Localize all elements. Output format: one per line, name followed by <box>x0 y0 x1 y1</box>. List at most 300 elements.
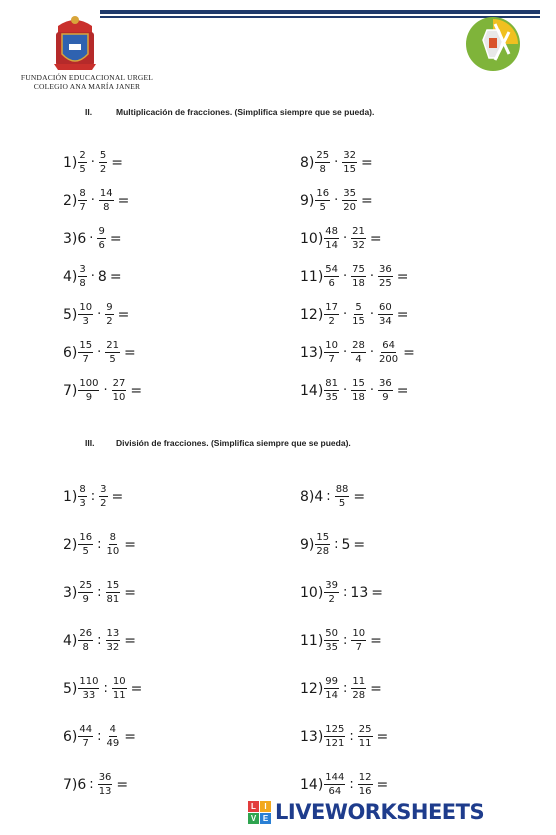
logo-letter: E <box>260 813 271 824</box>
denominator: 81 <box>106 594 120 605</box>
equals-sign: = <box>109 230 122 247</box>
operator-sign: · <box>369 383 375 398</box>
liveworksheets-text: LIVEWORKSHEETS <box>275 800 485 824</box>
section-3-number: III. <box>85 438 95 448</box>
numerator: 81 <box>325 378 339 389</box>
equals-sign: = <box>396 268 409 285</box>
fraction <box>105 302 113 327</box>
whole-number: 8 <box>97 268 107 285</box>
equals-sign: = <box>130 680 143 697</box>
numerator: 100 <box>79 378 99 389</box>
denominator: 35 <box>325 392 339 403</box>
numerator: 36 <box>379 378 392 389</box>
problem-item <box>300 724 388 749</box>
problem-number: 11) <box>300 632 324 649</box>
fraction <box>335 484 350 509</box>
problem-number: 1) <box>63 488 78 505</box>
equals-sign: = <box>117 192 130 209</box>
equals-sign: = <box>396 306 409 323</box>
denominator: 28 <box>316 546 330 557</box>
denominator: 4 <box>355 354 362 365</box>
operator-sign: · <box>369 307 375 322</box>
problem-item <box>300 264 409 289</box>
problem-item <box>63 340 136 365</box>
operator-sign: : <box>349 777 354 792</box>
numerator: 60 <box>379 302 392 313</box>
numerator: 2 <box>79 150 86 161</box>
denominator: 25 <box>379 278 392 289</box>
equals-sign: = <box>403 344 415 361</box>
fraction <box>78 340 93 365</box>
numerator: 54 <box>325 264 339 275</box>
problem-number: 6) <box>63 344 78 361</box>
numerator: 15 <box>316 532 330 543</box>
denominator: 8 <box>319 164 326 175</box>
fraction <box>99 188 114 213</box>
operator-sign: · <box>97 307 102 322</box>
fraction <box>78 378 99 403</box>
whole-number: 13 <box>350 584 369 601</box>
problem-item <box>63 628 136 653</box>
denominator: 2 <box>100 498 107 509</box>
fraction <box>351 340 366 365</box>
equals-sign: = <box>116 776 129 793</box>
operator-sign: · <box>90 269 95 284</box>
denominator: 7 <box>328 354 335 365</box>
operator-sign: : <box>343 681 348 696</box>
denominator: 9 <box>82 594 89 605</box>
liveworksheets-watermark <box>248 797 484 827</box>
problem-item <box>63 532 136 557</box>
denominator: 9 <box>382 392 389 403</box>
problem-item <box>300 772 388 797</box>
problem-number: 10) <box>300 230 324 247</box>
denominator: 20 <box>343 202 356 213</box>
numerator: 28 <box>352 340 365 351</box>
denominator: 7 <box>79 202 86 213</box>
problem-item <box>300 484 365 509</box>
denominator: 8 <box>82 642 89 653</box>
denominator: 5 <box>109 354 116 365</box>
problem-item <box>63 580 136 605</box>
operator-sign: · <box>334 193 339 208</box>
problem-item <box>300 150 373 175</box>
problem-number: 2) <box>63 536 78 553</box>
numerator: 50 <box>325 628 339 639</box>
fraction <box>358 724 373 749</box>
numerator: 12 <box>358 772 372 783</box>
problem-number: 9) <box>300 192 315 209</box>
equals-sign: = <box>369 230 382 247</box>
fraction <box>324 628 339 653</box>
denominator: 5 <box>79 164 86 175</box>
fraction <box>106 580 121 605</box>
section-2-title: Multiplicación de fracciones. (Simplifica siempre que se pueda). <box>116 107 375 117</box>
numerator: 10 <box>112 676 126 687</box>
fraction <box>351 628 366 653</box>
numerator: 16 <box>316 188 330 199</box>
equals-sign: = <box>123 344 136 361</box>
denominator: 11 <box>112 690 126 701</box>
problem-number: 9) <box>300 536 315 553</box>
denominator: 10 <box>106 546 120 557</box>
fraction <box>78 302 93 327</box>
fraction <box>78 676 99 701</box>
operator-sign: : <box>349 729 354 744</box>
denominator: 3 <box>82 316 89 327</box>
problem-item <box>63 484 123 509</box>
problem-item <box>300 302 409 327</box>
problem-item <box>63 150 123 175</box>
equals-sign: = <box>360 192 373 209</box>
fraction <box>378 340 399 365</box>
operator-sign: : <box>103 681 108 696</box>
denominator: 8 <box>79 278 86 289</box>
problem-item <box>63 724 136 749</box>
denominator: 35 <box>325 642 339 653</box>
fraction <box>351 378 366 403</box>
fraction <box>315 188 330 213</box>
denominator: 13 <box>98 786 112 797</box>
operator-sign: · <box>343 231 348 246</box>
problem-number: 7) <box>63 382 78 399</box>
fraction <box>342 188 357 213</box>
operator-sign: · <box>103 383 108 398</box>
fraction <box>351 302 366 327</box>
equals-sign: = <box>370 632 382 649</box>
numerator: 25 <box>358 724 372 735</box>
denominator: 32 <box>106 642 120 653</box>
fraction <box>78 532 93 557</box>
problem-number: 8) <box>300 488 315 505</box>
operator-sign: : <box>97 585 102 600</box>
problem-item <box>300 532 365 557</box>
fraction <box>105 340 120 365</box>
equals-sign: = <box>396 382 409 399</box>
fraction <box>106 628 121 653</box>
operator-sign: : <box>343 633 348 648</box>
equals-sign: = <box>353 488 366 505</box>
denominator: 5 <box>82 546 89 557</box>
problem-item <box>63 302 129 327</box>
whole-number: 5 <box>341 536 351 553</box>
operator-sign: · <box>343 307 348 322</box>
problem-number: 7) <box>63 776 78 793</box>
operator-sign: : <box>89 777 94 792</box>
numerator: 3 <box>100 484 107 495</box>
problem-number: 14) <box>300 382 324 399</box>
fraction <box>351 226 366 251</box>
operator-sign: : <box>90 489 96 504</box>
denominator: 5 <box>319 202 326 213</box>
logo-letter: L <box>248 801 259 812</box>
fraction <box>98 772 113 797</box>
numerator: 4 <box>109 724 117 735</box>
fraction <box>358 772 373 797</box>
fraction <box>78 724 93 749</box>
fraction <box>324 378 339 403</box>
denominator: 34 <box>379 316 392 327</box>
numerator: 75 <box>352 264 365 275</box>
denominator: 11 <box>358 738 372 749</box>
operator-sign: · <box>343 345 348 360</box>
numerator: 15 <box>352 378 365 389</box>
numerator: 21 <box>106 340 119 351</box>
whole-number: 6 <box>77 776 87 793</box>
problem-item <box>300 378 409 403</box>
fraction <box>324 340 339 365</box>
numerator: 99 <box>325 676 339 687</box>
equals-sign: = <box>371 584 383 601</box>
numerator: 36 <box>98 772 112 783</box>
numerator: 9 <box>98 226 105 237</box>
numerator: 25 <box>79 580 93 591</box>
fraction <box>78 188 86 213</box>
denominator: 5 <box>338 498 346 509</box>
problem-number: 11) <box>300 268 324 285</box>
numerator: 44 <box>79 724 93 735</box>
problem-item <box>63 226 122 251</box>
operator-sign: · <box>343 383 348 398</box>
problem-number: 5) <box>63 306 78 323</box>
operator-sign: · <box>97 345 102 360</box>
numerator: 13 <box>106 628 120 639</box>
denominator: 32 <box>352 240 365 251</box>
fraction <box>378 378 393 403</box>
org-name-line1: FUNDACIÓN EDUCACIONAL URGEL <box>20 73 154 82</box>
numerator: 8 <box>79 188 86 199</box>
denominator: 18 <box>352 392 365 403</box>
fraction <box>324 772 345 797</box>
numerator: 36 <box>379 264 392 275</box>
fraction <box>78 484 86 509</box>
problem-number: 2) <box>63 192 78 209</box>
operator-sign: : <box>326 489 331 504</box>
problem-item <box>63 676 142 701</box>
operator-sign: · <box>334 155 339 170</box>
numerator: 5 <box>99 150 107 161</box>
fraction <box>78 628 93 653</box>
denominator: 3 <box>79 498 86 509</box>
numerator: 64 <box>382 340 395 351</box>
section-2-number: II. <box>85 107 93 117</box>
fraction <box>324 676 339 701</box>
problem-item <box>63 188 129 213</box>
problem-number: 3) <box>63 230 78 247</box>
denominator: 7 <box>82 738 89 749</box>
operator-sign: : <box>343 585 348 600</box>
problem-item <box>300 580 383 605</box>
fraction <box>324 264 339 289</box>
fraction <box>351 264 366 289</box>
problem-number: 4) <box>63 268 78 285</box>
fraction <box>112 378 127 403</box>
liveworksheets-logo-icon <box>248 801 271 824</box>
fraction <box>99 484 107 509</box>
numerator: 8 <box>109 532 117 543</box>
equals-sign: = <box>130 382 143 399</box>
denominator: 7 <box>82 354 89 365</box>
operator-sign: · <box>343 269 348 284</box>
logo-letter: V <box>248 813 259 824</box>
fraction <box>112 676 127 701</box>
operator-sign: · <box>90 193 95 208</box>
fraction <box>315 150 330 175</box>
equals-sign: = <box>117 306 130 323</box>
problem-item <box>300 628 382 653</box>
equals-sign: = <box>124 536 136 553</box>
problem-item <box>300 226 382 251</box>
numerator: 27 <box>112 378 126 389</box>
numerator: 15 <box>79 340 93 351</box>
org-name-line2: COLEGIO ANA MARÍA JANER <box>33 82 141 91</box>
numerator: 144 <box>325 772 345 783</box>
numerator: 21 <box>352 226 365 237</box>
problem-number: 6) <box>63 728 78 745</box>
problem-number: 12) <box>300 680 324 697</box>
problem-number: 13) <box>300 728 324 745</box>
fraction <box>324 724 345 749</box>
fraction <box>78 264 86 289</box>
operator-sign: : <box>97 537 102 552</box>
fraction <box>378 264 393 289</box>
equals-sign: = <box>124 584 136 601</box>
whole-number: 4 <box>314 488 324 505</box>
problem-item <box>63 378 142 403</box>
problem-item <box>300 340 415 365</box>
operator-sign: : <box>97 633 102 648</box>
operator-sign: : <box>334 537 339 552</box>
numerator: 11 <box>352 676 366 687</box>
equals-sign: = <box>376 728 389 745</box>
numerator: 25 <box>316 150 330 161</box>
denominator: 8 <box>103 202 110 213</box>
problem-number: 12) <box>300 306 324 323</box>
problem-number: 8) <box>300 154 315 171</box>
denominator: 18 <box>352 278 365 289</box>
equals-sign: = <box>109 268 122 285</box>
denominator: 15 <box>352 316 365 327</box>
school-emblem-icon <box>465 16 521 72</box>
denominator: 2 <box>106 316 113 327</box>
denominator: 49 <box>106 738 120 749</box>
numerator: 15 <box>106 580 120 591</box>
equals-sign: = <box>111 154 123 171</box>
fraction <box>378 302 393 327</box>
school-crest-icon <box>52 12 98 72</box>
denominator: 28 <box>352 690 366 701</box>
whole-number: 6 <box>77 230 87 247</box>
numerator: 3 <box>79 264 86 275</box>
operator-sign: · <box>369 345 375 360</box>
section-3-title: División de fracciones. (Simplifica siempre que se pueda). <box>116 438 351 448</box>
numerator: 16 <box>79 532 93 543</box>
fraction <box>78 580 93 605</box>
numerator: 32 <box>343 150 356 161</box>
problem-item <box>63 264 122 289</box>
denominator: 2 <box>328 316 335 327</box>
problem-number: 13) <box>300 344 324 361</box>
fraction <box>324 302 339 327</box>
denominator: 15 <box>343 164 356 175</box>
numerator: 17 <box>325 302 339 313</box>
denominator: 33 <box>82 690 96 701</box>
fraction <box>97 226 105 251</box>
equals-sign: = <box>124 632 136 649</box>
fraction <box>78 150 86 175</box>
fraction <box>106 724 121 749</box>
fraction <box>315 532 330 557</box>
denominator: 9 <box>85 392 93 403</box>
equals-sign: = <box>353 536 366 553</box>
denominator: 6 <box>328 278 335 289</box>
problem-number: 10) <box>300 584 324 601</box>
denominator: 10 <box>112 392 126 403</box>
denominator: 200 <box>379 354 399 365</box>
equals-sign: = <box>376 776 389 793</box>
numerator: 35 <box>343 188 356 199</box>
problem-item <box>63 772 128 797</box>
problem-number: 4) <box>63 632 78 649</box>
denominator: 16 <box>358 786 372 797</box>
fraction <box>342 150 357 175</box>
operator-sign: · <box>89 231 94 246</box>
numerator: 48 <box>325 226 339 237</box>
problem-number: 1) <box>63 154 78 171</box>
numerator: 8 <box>79 484 86 495</box>
header-rule-thick <box>100 10 540 14</box>
denominator: 64 <box>328 786 342 797</box>
fraction <box>99 150 107 175</box>
fraction <box>324 226 339 251</box>
operator-sign: · <box>369 269 375 284</box>
numerator: 125 <box>325 724 345 735</box>
problem-item <box>300 676 382 701</box>
numerator: 14 <box>99 188 113 199</box>
numerator: 10 <box>325 340 339 351</box>
numerator: 26 <box>79 628 93 639</box>
problem-item <box>300 188 373 213</box>
equals-sign: = <box>370 680 382 697</box>
operator-sign: · <box>90 155 95 170</box>
fraction <box>324 580 339 605</box>
problem-number: 5) <box>63 680 78 697</box>
denominator: 121 <box>325 738 345 749</box>
operator-sign: : <box>97 729 102 744</box>
numerator: 5 <box>355 302 362 313</box>
numerator: 10 <box>352 628 366 639</box>
numerator: 110 <box>79 676 99 687</box>
denominator: 14 <box>325 690 339 701</box>
problem-number: 3) <box>63 584 78 601</box>
denominator: 14 <box>325 240 339 251</box>
equals-sign: = <box>111 488 124 505</box>
fraction <box>351 676 366 701</box>
numerator: 10 <box>79 302 93 313</box>
denominator: 6 <box>98 240 105 251</box>
numerator: 39 <box>325 580 339 591</box>
logo-letter: I <box>260 801 271 812</box>
numerator: 9 <box>106 302 113 313</box>
numerator: 88 <box>335 484 349 495</box>
denominator: 2 <box>328 594 335 605</box>
fraction <box>106 532 121 557</box>
problem-number: 14) <box>300 776 324 793</box>
denominator: 7 <box>355 642 362 653</box>
denominator: 2 <box>99 164 107 175</box>
equals-sign: = <box>360 154 373 171</box>
equals-sign: = <box>124 728 136 745</box>
